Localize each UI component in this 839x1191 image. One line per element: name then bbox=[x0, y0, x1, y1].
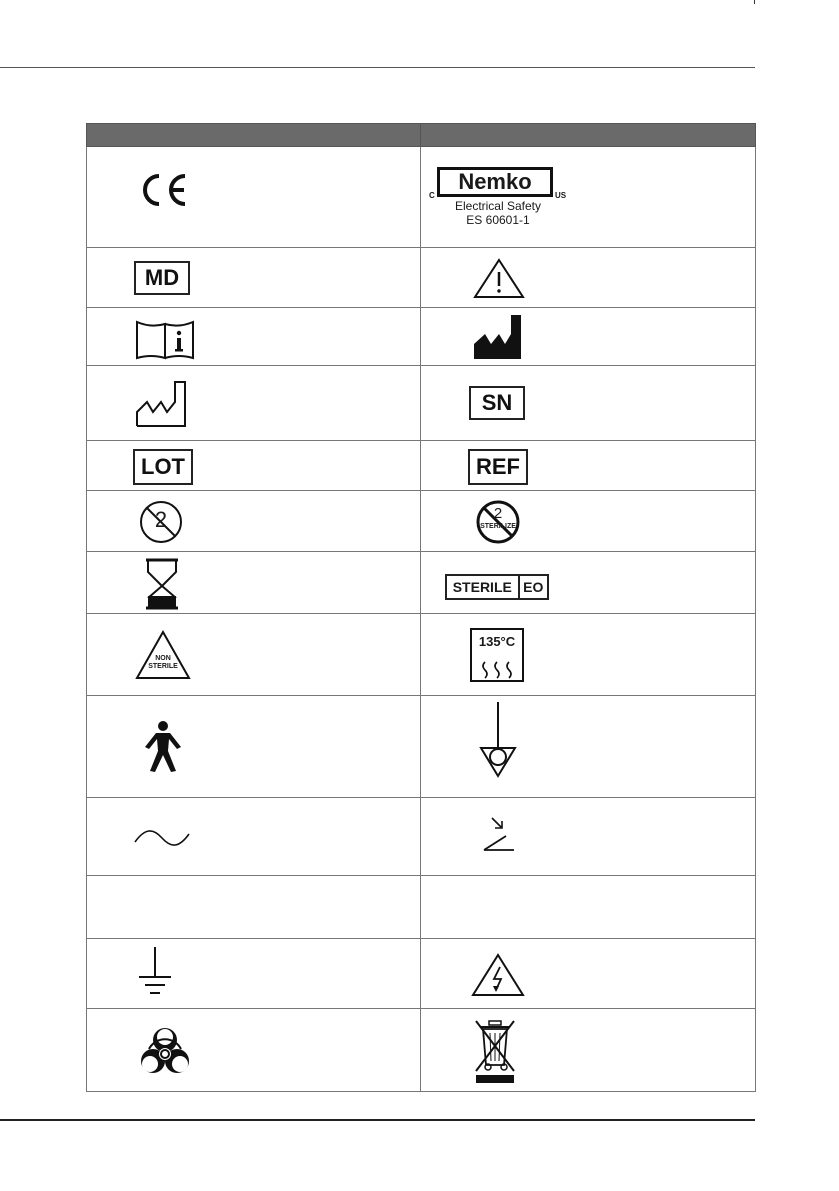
do-not-resterilize-label: STERILIZE bbox=[480, 523, 516, 530]
symbol-cell bbox=[87, 939, 421, 1009]
batch-code-icon: LOT bbox=[133, 449, 193, 485]
symbol-cell bbox=[87, 696, 421, 798]
table-row bbox=[87, 696, 756, 798]
symbol-cell bbox=[421, 939, 756, 1009]
symbol-cell bbox=[87, 366, 421, 441]
eo-label: EO bbox=[523, 579, 544, 595]
header-col-symbol-right bbox=[421, 124, 756, 147]
consult-instructions-icon bbox=[135, 320, 197, 360]
nemko-c-label: C bbox=[429, 191, 435, 200]
symbol-cell bbox=[421, 614, 756, 696]
table-row bbox=[87, 491, 756, 552]
symbol-cell bbox=[87, 1009, 421, 1092]
medical-device-icon: MD bbox=[134, 261, 190, 295]
symbol-cell bbox=[421, 366, 756, 441]
symbol-cell bbox=[421, 798, 756, 876]
sterile-label: STERILE bbox=[148, 663, 178, 670]
symbol-cell bbox=[87, 308, 421, 366]
table-row bbox=[87, 1009, 756, 1092]
catalogue-number-icon: REF bbox=[468, 449, 528, 485]
foot-switch-icon bbox=[482, 816, 518, 854]
protective-earth-icon bbox=[135, 947, 175, 1003]
symbol-cell bbox=[87, 491, 421, 552]
autoclavable-icon bbox=[470, 628, 524, 682]
serial-number-icon: SN bbox=[469, 386, 525, 420]
nemko-caption-line1: Electrical Safety bbox=[454, 199, 542, 213]
sterile-eo-icon bbox=[445, 574, 549, 600]
table-row bbox=[87, 308, 756, 366]
nemko-caption-line2: ES 60601-1 bbox=[466, 213, 530, 227]
biohazard-icon bbox=[135, 1023, 195, 1081]
symbol-cell bbox=[421, 441, 756, 491]
header-rule bbox=[0, 67, 755, 68]
temperature-label: 135°C bbox=[478, 634, 516, 649]
table-row bbox=[87, 147, 756, 248]
symbol-cell bbox=[87, 248, 421, 308]
symbol-cell bbox=[87, 147, 421, 248]
manufacturer-icon bbox=[473, 314, 523, 360]
symbol-cell bbox=[421, 308, 756, 366]
table-header-row bbox=[87, 124, 756, 147]
ce-mark-icon bbox=[137, 173, 189, 207]
header-col-symbol-left bbox=[87, 124, 421, 147]
table-row bbox=[87, 939, 756, 1009]
weee-disposal-icon bbox=[472, 1017, 518, 1085]
table-row bbox=[87, 366, 756, 441]
type-b-applied-part-icon bbox=[143, 721, 183, 773]
sterile-label: STERILE bbox=[447, 576, 520, 598]
symbol-cell bbox=[421, 552, 756, 614]
use-by-date-icon bbox=[145, 558, 179, 610]
empty-cell bbox=[87, 876, 421, 939]
symbol-cell bbox=[87, 441, 421, 491]
non-label: NON bbox=[155, 655, 171, 662]
symbol-cell bbox=[421, 248, 756, 308]
table-row bbox=[87, 798, 756, 876]
symbol-cell bbox=[87, 798, 421, 876]
non-sterile-icon bbox=[135, 630, 191, 680]
table-row bbox=[87, 248, 756, 308]
do-not-reuse-number: 2 bbox=[154, 507, 168, 532]
nemko-logo: Nemko bbox=[437, 167, 553, 197]
footer-rule bbox=[0, 1119, 755, 1121]
warning-triangle-icon bbox=[473, 257, 525, 299]
symbols-table bbox=[86, 123, 756, 1092]
symbol-cell bbox=[421, 1009, 756, 1092]
date-of-manufacture-icon bbox=[135, 380, 189, 428]
empty-cell bbox=[421, 876, 756, 939]
table-row bbox=[87, 876, 756, 939]
page-header-area bbox=[0, 0, 755, 67]
dangerous-voltage-icon bbox=[471, 953, 525, 997]
do-not-resterilize-icon bbox=[475, 500, 521, 544]
symbol-cell bbox=[87, 552, 421, 614]
alternating-current-icon bbox=[133, 826, 191, 850]
nemko-us-label: US bbox=[555, 191, 567, 200]
symbol-cell bbox=[421, 696, 756, 798]
do-not-reuse-icon bbox=[138, 500, 184, 544]
do-not-resterilize-number: 2 bbox=[493, 505, 503, 522]
symbol-cell bbox=[421, 491, 756, 552]
equipotential-icon bbox=[478, 702, 518, 778]
table-row bbox=[87, 552, 756, 614]
symbol-cell bbox=[421, 147, 756, 248]
table-row bbox=[87, 441, 756, 491]
nemko-mark-icon bbox=[429, 167, 589, 237]
table-row bbox=[87, 614, 756, 696]
symbol-cell bbox=[87, 614, 421, 696]
